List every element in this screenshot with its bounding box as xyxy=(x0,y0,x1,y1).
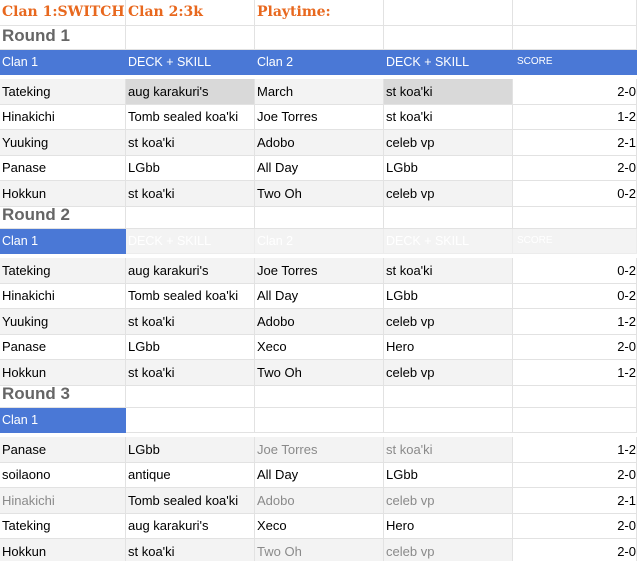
player-cell[interactable]: Panase xyxy=(0,335,126,361)
opponent-deck-cell[interactable]: st koa'ki xyxy=(384,79,513,105)
opponent-cell[interactable]: Joe Torres xyxy=(255,105,384,131)
player-cell[interactable]: Hokkun xyxy=(0,360,126,386)
round-1-title-row xyxy=(0,24,637,50)
player-cell[interactable]: Hinakichi xyxy=(0,105,126,131)
opponent-deck-cell[interactable]: Hero xyxy=(384,514,513,540)
deck-cell[interactable]: st koa'ki xyxy=(126,360,255,386)
deck-cell[interactable]: LGbb xyxy=(126,437,255,463)
empty-cell[interactable] xyxy=(384,382,513,408)
table-row xyxy=(0,258,637,284)
deck-cell[interactable]: Tomb sealed koa'ki xyxy=(126,284,255,310)
player-cell[interactable]: Panase xyxy=(0,437,126,463)
score-cell[interactable]: 1-2 xyxy=(513,360,637,386)
header-deck-skill-1[interactable]: DECK + SKILL xyxy=(126,50,255,76)
opponent-cell[interactable]: All Day xyxy=(255,463,384,489)
empty-cell[interactable] xyxy=(384,408,513,434)
score-cell[interactable]: 0-2 xyxy=(513,181,637,207)
header-clan1[interactable]: Clan 1 xyxy=(0,408,126,434)
score-cell[interactable]: 2-0 xyxy=(513,514,637,540)
clan1-title-cell[interactable]: Clan 1:SWITCH xyxy=(0,0,126,26)
empty-cell[interactable] xyxy=(126,382,255,408)
round-2-header-row xyxy=(0,229,637,255)
score-cell[interactable]: 2-0 xyxy=(513,335,637,361)
opponent-deck-cell[interactable]: celeb vp xyxy=(384,309,513,335)
opponent-cell[interactable]: Xeco xyxy=(255,335,384,361)
opponent-cell[interactable]: Two Oh xyxy=(255,360,384,386)
header-score[interactable]: SCORE xyxy=(513,229,637,255)
header-clan2[interactable]: Clan 2 xyxy=(255,229,384,255)
player-cell[interactable]: Hokkun xyxy=(0,539,126,561)
header-clan2[interactable]: Clan 2 xyxy=(255,50,384,76)
clan2-title-cell[interactable]: Clan 2:3k xyxy=(126,0,255,26)
deck-cell[interactable]: antique xyxy=(126,463,255,489)
deck-cell[interactable]: aug karakuri's xyxy=(126,79,255,105)
opponent-deck-cell[interactable]: celeb vp xyxy=(384,539,513,561)
score-cell[interactable]: 1-2 xyxy=(513,437,637,463)
deck-cell[interactable]: st koa'ki xyxy=(126,130,255,156)
player-cell[interactable]: Hinakichi xyxy=(0,284,126,310)
opponent-deck-cell[interactable]: st koa'ki xyxy=(384,258,513,284)
empty-cell[interactable] xyxy=(513,24,637,50)
score-cell[interactable]: 2-0 xyxy=(513,539,637,561)
player-cell[interactable]: Yuuking xyxy=(0,130,126,156)
table-row xyxy=(0,284,637,310)
opponent-deck-cell[interactable]: celeb vp xyxy=(384,181,513,207)
score-cell[interactable]: 1-2 xyxy=(513,309,637,335)
opponent-cell[interactable]: March xyxy=(255,79,384,105)
score-cell[interactable]: 2-1 xyxy=(513,488,637,514)
empty-cell[interactable] xyxy=(384,203,513,229)
empty-cell[interactable] xyxy=(255,382,384,408)
empty-cell[interactable] xyxy=(126,24,255,50)
empty-cell[interactable] xyxy=(126,408,255,434)
empty-cell[interactable] xyxy=(255,203,384,229)
empty-cell[interactable] xyxy=(384,0,513,26)
table-row xyxy=(0,79,637,105)
table-row xyxy=(0,105,637,131)
player-cell[interactable]: Hokkun xyxy=(0,181,126,207)
round-1-title[interactable]: Round 1 xyxy=(0,24,126,50)
deck-cell[interactable]: st koa'ki xyxy=(126,309,255,335)
score-cell[interactable]: 2-0 xyxy=(513,156,637,182)
opponent-cell[interactable]: Joe Torres xyxy=(255,258,384,284)
player-cell[interactable]: Tateking xyxy=(0,514,126,540)
player-cell[interactable]: Tateking xyxy=(0,258,126,284)
empty-cell[interactable] xyxy=(513,408,637,434)
table-row xyxy=(0,309,637,335)
opponent-deck-cell[interactable]: celeb vp xyxy=(384,360,513,386)
opponent-deck-cell[interactable]: LGbb xyxy=(384,156,513,182)
deck-cell[interactable]: Tomb sealed koa'ki xyxy=(126,488,255,514)
header-score[interactable]: SCORE xyxy=(513,50,637,76)
round-3-header-row xyxy=(0,408,637,434)
opponent-deck-cell[interactable]: LGbb xyxy=(384,463,513,489)
opponent-cell[interactable]: Two Oh xyxy=(255,181,384,207)
player-cell[interactable]: Hinakichi xyxy=(0,488,126,514)
round-1-header-row xyxy=(0,50,637,76)
opponent-cell[interactable]: Adobo xyxy=(255,309,384,335)
header-deck-skill-1[interactable]: DECK + SKILL xyxy=(126,229,255,255)
deck-cell[interactable]: LGbb xyxy=(126,335,255,361)
opponent-deck-cell[interactable]: Hero xyxy=(384,335,513,361)
opponent-cell[interactable]: Adobo xyxy=(255,130,384,156)
deck-cell[interactable]: st koa'ki xyxy=(126,181,255,207)
table-row xyxy=(0,130,637,156)
empty-cell[interactable] xyxy=(384,24,513,50)
table-row xyxy=(0,514,637,540)
opponent-deck-cell[interactable]: celeb vp xyxy=(384,130,513,156)
player-cell[interactable]: Yuuking xyxy=(0,309,126,335)
table-row xyxy=(0,335,637,361)
header-deck-skill-2[interactable]: DECK + SKILL xyxy=(384,50,513,76)
player-cell[interactable]: Tateking xyxy=(0,79,126,105)
score-cell[interactable]: 0-2 xyxy=(513,284,637,310)
empty-cell[interactable] xyxy=(513,203,637,229)
header-clan1[interactable]: Clan 1 xyxy=(0,229,126,255)
deck-cell[interactable]: LGbb xyxy=(126,156,255,182)
opponent-cell[interactable]: All Day xyxy=(255,284,384,310)
playtime-title-cell[interactable]: Playtime: xyxy=(255,0,384,26)
deck-cell[interactable]: aug karakuri's xyxy=(126,514,255,540)
score-cell[interactable]: 2-1 xyxy=(513,130,637,156)
header-deck-skill-2[interactable]: DECK + SKILL xyxy=(384,229,513,255)
empty-cell[interactable] xyxy=(126,203,255,229)
table-row xyxy=(0,156,637,182)
opponent-deck-cell[interactable]: st koa'ki xyxy=(384,437,513,463)
round-2-title[interactable]: Round 2 xyxy=(0,203,126,229)
round-2-title-row xyxy=(0,203,637,229)
empty-cell[interactable] xyxy=(513,0,637,26)
empty-cell[interactable] xyxy=(513,382,637,408)
opponent-cell[interactable]: Joe Torres xyxy=(255,437,384,463)
score-cell[interactable]: 2-0 xyxy=(513,79,637,105)
deck-cell[interactable]: aug karakuri's xyxy=(126,258,255,284)
deck-cell[interactable]: Tomb sealed koa'ki xyxy=(126,105,255,131)
player-cell[interactable]: Panase xyxy=(0,156,126,182)
table-row xyxy=(0,437,637,463)
title-row xyxy=(0,0,637,26)
opponent-cell[interactable]: Xeco xyxy=(255,514,384,540)
header-clan1[interactable]: Clan 1 xyxy=(0,50,126,76)
opponent-deck-cell[interactable]: LGbb xyxy=(384,284,513,310)
empty-cell[interactable] xyxy=(255,408,384,434)
opponent-cell[interactable]: Adobo xyxy=(255,488,384,514)
opponent-deck-cell[interactable]: st koa'ki xyxy=(384,105,513,131)
opponent-cell[interactable]: All Day xyxy=(255,156,384,182)
table-row xyxy=(0,463,637,489)
table-row xyxy=(0,539,637,561)
empty-cell[interactable] xyxy=(255,24,384,50)
player-cell[interactable]: soilaono xyxy=(0,463,126,489)
score-cell[interactable]: 1-2 xyxy=(513,105,637,131)
round-3-title-row xyxy=(0,382,637,408)
round-3-title[interactable]: Round 3 xyxy=(0,382,126,408)
score-cell[interactable]: 0-2 xyxy=(513,258,637,284)
opponent-cell[interactable]: Two Oh xyxy=(255,539,384,561)
table-row xyxy=(0,488,637,514)
opponent-deck-cell[interactable]: celeb vp xyxy=(384,488,513,514)
deck-cell[interactable]: st koa'ki xyxy=(126,539,255,561)
score-cell[interactable]: 2-0 xyxy=(513,463,637,489)
